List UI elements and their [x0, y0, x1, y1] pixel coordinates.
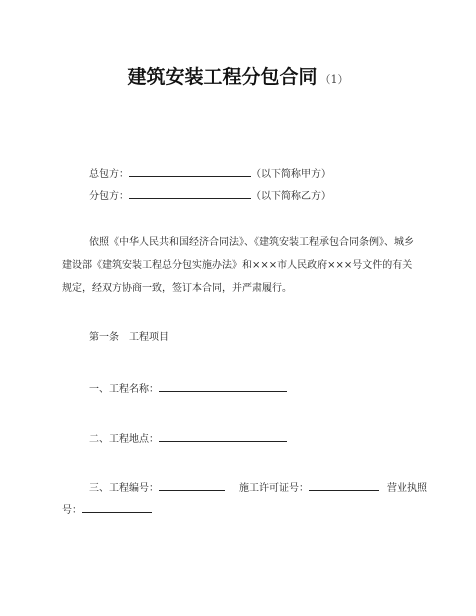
title-main: 建筑安装工程分包合同 [127, 66, 318, 88]
project-name-blank [159, 380, 287, 392]
license-line [62, 501, 152, 518]
subcontractor-label: 分包方： [89, 191, 129, 202]
permit-blank [309, 479, 379, 491]
license-label: 营业执照 [387, 483, 427, 494]
preamble-line-3: 规定，经双方协商一致，签订本合同，并严肃履行。 [62, 283, 292, 294]
project-number-label: 三、工程编号： [89, 483, 159, 494]
document-title [0, 62, 476, 89]
preamble-line-2: 建设部《建筑安装工程总分包实施办法》和×××市人民政府×××号文件的有关 [62, 260, 413, 271]
project-location-label: 二、工程地点： [89, 434, 159, 445]
subcontractor-blank [129, 187, 251, 199]
preamble-line-1: 依照《中华人民共和国经济合同法》、《建筑安装工程承包合同条例》、城乡 [89, 237, 414, 248]
project-location-line [89, 430, 287, 447]
title-suffix: （1） [319, 73, 349, 86]
project-number-blank [159, 479, 225, 491]
license-blank [82, 501, 152, 513]
license-cont-label: 号： [62, 505, 82, 516]
permit-label: 施工许可证号： [239, 483, 309, 494]
contractor-blank [129, 165, 251, 177]
subcontractor-line [89, 187, 331, 204]
project-location-blank [159, 430, 287, 442]
article1-heading: 第一条 工程项目 [89, 332, 169, 343]
contractor-line [89, 165, 331, 182]
project-name-label: 一、工程名称： [89, 384, 159, 395]
subcontractor-note: （以下简称乙方） [251, 191, 331, 202]
contractor-label: 总包方： [89, 169, 129, 180]
project-number-line [89, 479, 427, 496]
contractor-note: （以下简称甲方） [251, 169, 331, 180]
project-name-line [89, 380, 287, 397]
